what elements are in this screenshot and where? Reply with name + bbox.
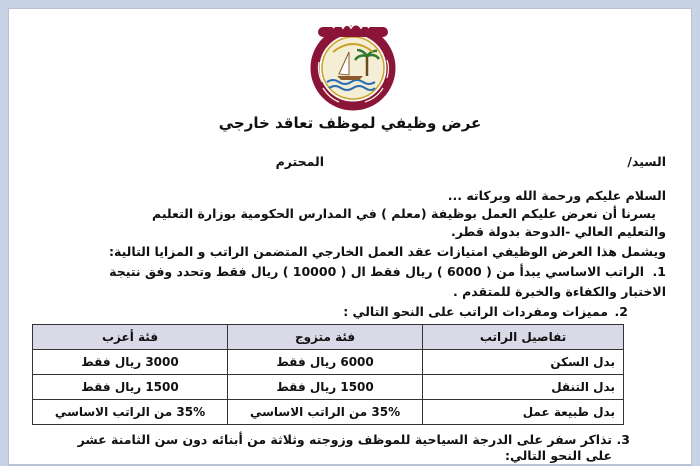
item-2-text: مميزات ومفردات الراتب على النحو التالي :	[343, 304, 608, 319]
row-label: بدل التنقل	[423, 375, 624, 400]
item-1-line-1: الراتب الاساسي يبدأ من ( 6000 ) ريال فقط ال ( 10000 ) ريال فقط وتحدد وفق نتيجة	[109, 264, 644, 279]
table-row	[33, 350, 624, 375]
item-3-number: 3.	[616, 432, 630, 447]
table-row	[33, 400, 624, 425]
salary-table	[32, 324, 624, 425]
document-title: عرض وظيفي لموظف تعاقد خارجي	[218, 114, 482, 132]
offer-line: ويشمل هذا العرض الوظيفي امتيازات عقد العمل الخارجي المتضمن الراتب و المزايا التالية:	[109, 244, 666, 259]
salutation-mr: السيد/	[627, 154, 666, 169]
single-value: 3000 ريال فقط	[33, 350, 228, 375]
column-header-details: تفاصيل الراتب	[423, 325, 624, 350]
item-3-line-2: على النحو التالي:	[504, 448, 612, 463]
column-header-single: فئة أعزب	[33, 325, 228, 350]
item-3-line-1: تذاكر سفر على الدرجة السياحية للموظف وزوجته وثلاثة من أبنائه دون سن الثامنة عشر	[77, 432, 612, 447]
intro-line-2: والتعليم العالي -الدوحة بدولة قطر.	[451, 224, 666, 239]
married-value: 6000 ريال فقط	[228, 350, 423, 375]
document-page	[8, 8, 692, 466]
salutation-respected: المحترم	[275, 154, 324, 169]
item-1-line-2: الاختبار والكفاءة والخبرة للمتقدم .	[452, 284, 666, 299]
married-value: 1500 ريال فقط	[228, 375, 423, 400]
greeting-line: السلام عليكم ورحمة الله وبركاته ...	[447, 188, 666, 203]
intro-line-1: يسرنا أن نعرض عليكم العمل بوظيفة (معلم ) في المدارس الحكومية بوزارة التعليم	[152, 206, 656, 221]
table-row	[33, 375, 624, 400]
column-header-married: فئة متزوج	[228, 325, 423, 350]
married-value: 35% من الراتب الاساسي	[228, 400, 423, 425]
row-label: بدل السكن	[423, 350, 624, 375]
item-1-number: 1.	[652, 264, 666, 279]
table-header-row	[33, 325, 624, 350]
item-2-number: 2.	[614, 304, 628, 319]
ministry-emblem-logo	[293, 12, 413, 112]
single-value: 1500 ريال فقط	[33, 375, 228, 400]
single-value: 35% من الراتب الاساسي	[33, 400, 228, 425]
row-label: بدل طبيعة عمل	[423, 400, 624, 425]
